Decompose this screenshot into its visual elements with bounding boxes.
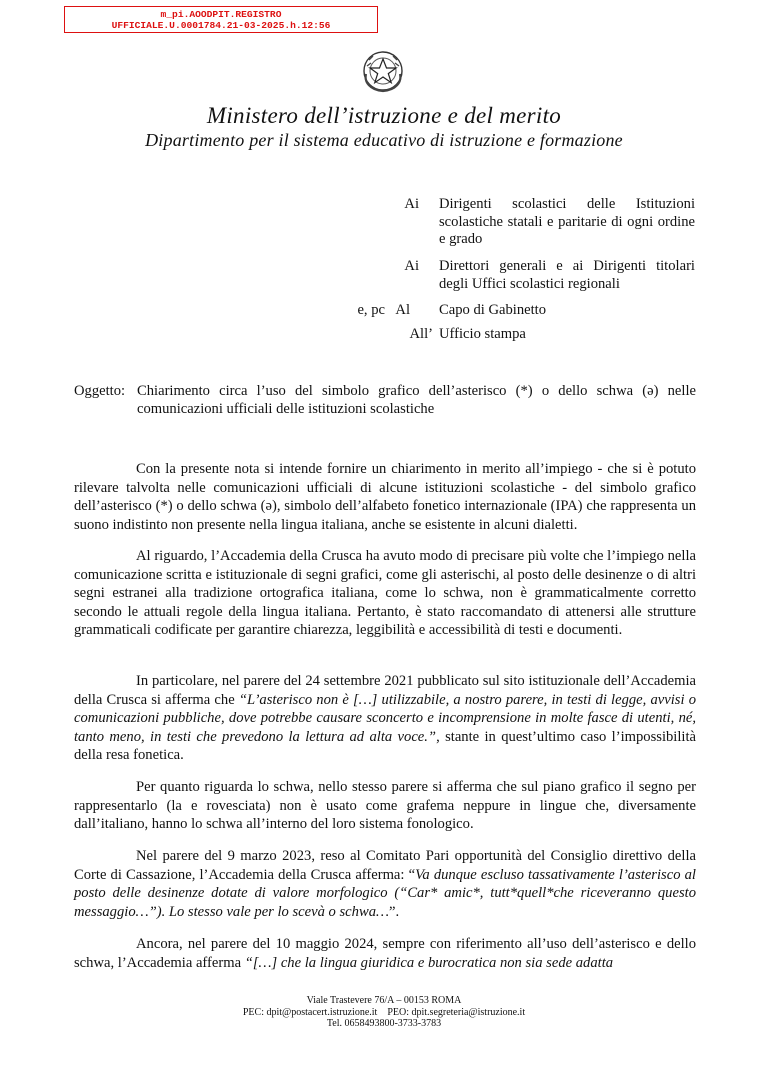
- recipient-text: Ufficio stampa: [439, 326, 526, 342]
- paragraph-5-text-b: ”.: [388, 903, 400, 920]
- department-title: Dipartimento per il sistema educativo di istruzione e formazione: [145, 130, 623, 150]
- protocol-stamp-line1: m_pi.AOODPIT.REGISTRO: [160, 9, 282, 20]
- emblem-icon: [360, 48, 406, 94]
- subject-text: Chiarimento circa l’uso del simbolo grafico dell’asterisco (*) o dello schwa (ə) nelle comunicazioni ufficiali delle istituzioni scolastiche: [137, 383, 696, 417]
- footer-tel: Tel. 0658493800-3733-3783: [326, 1018, 442, 1029]
- paragraph-5: [74, 847, 696, 921]
- recipient-text: Dirigenti scolastici delle Istituzioni scolastiche statali e paritarie di ogni ordine e grado: [439, 196, 695, 247]
- paragraph-3-text-b: , stante in quest’ultimo caso l’impossibilità della resa fonetica.: [74, 728, 697, 763]
- footer: [0, 995, 768, 1030]
- paragraph-2: Al riguardo, l’Accademia della Crusca ha avuto modo di precisare più volte che l’impiego nella comunicazione scritta e istituzionale di segni grafici, come gli asterischi, al posto delle desinenze o di altri segni estranei alla tradizione ortografica italiana, come lo schwa, non è grammaticalmente corretto secondo le attuali regole della lingua italiana. Pertanto, è stato raccomandato di attenersi alle strutture grammaticali codificate per garantire chiarezza, leggibilità e accessibilità di testi e documenti.: [74, 548, 696, 638]
- paragraph-6-quote: “[…] che la lingua giuridica e burocratica non sia sede adatta: [244, 954, 614, 971]
- footer-address: Viale Trastevere 76/A – 00153 ROMA: [306, 995, 462, 1006]
- paragraph-3: [74, 672, 696, 765]
- paragraph-1: Con la presente nota si intende fornire un chiarimento in merito all’impiego - che si è potuto rilevare talvolta nelle comunicazioni ufficiali di alcune istituzioni scolastiche - del simbolo grafico dell’asterisco (*) o dello schwa (ə), simbolo dell’alfabeto fonetico internazionale (IPA) che rappresenta un suono indistinto non presente nella lingua italiana, anche se esistente in alcuni dialetti.: [74, 461, 696, 533]
- subject: [74, 382, 696, 418]
- paragraph-6: [74, 935, 696, 972]
- footer-peo: PEO: dpit.segreteria@istruzione.it: [387, 1006, 526, 1018]
- paragraph-3-text-a: In particolare, nel parere del 24 settembre 2021 pubblicato sul sito istituzionale dell’Accademia della Crusca si afferma che: [74, 673, 696, 708]
- footer-pec: PEC: dpit@postacert.istruzione.it: [242, 1006, 378, 1018]
- recipient-article: Ai: [404, 258, 419, 274]
- subject-label: Oggetto:: [74, 383, 126, 399]
- recipient-article: All’: [409, 326, 433, 342]
- recipient-text: Capo di Gabinetto: [439, 302, 547, 318]
- ministry-title: Ministero dell’istruzione e del merito: [206, 103, 562, 128]
- paragraph-3-quote: “L’asterisco non è […] utilizzabile, a nostro parere, in testi di legge, avvisi o comunicazioni pubbliche, dove potrebbe causare sconcerto e incomprensione in molte fasce di utenti, né, tanto meno, in testi che prevedono la lettura ad alta voce.”: [74, 691, 696, 745]
- paragraph-5-text-a: Nel parere del 9 marzo 2023, reso al Comitato Pari opportunità del Consiglio direttivo della Corte di Cassazione, l’Accademia della Crusca afferma: “: [74, 848, 696, 883]
- paragraph-5-quote: Va dunque escluso tassativamente l’asterisco al posto delle desinenze dotate di valore morfologico (“Car* amic*, tutt*quell*che riceveranno questo messaggio…”). Lo stesso vale per lo scevà o schwa…: [74, 866, 696, 920]
- paragraph-6-text-a: Ancora, nel parere del 10 maggio 2024, sempre con riferimento all’uso dell’asterisco e dello schwa, l’Accademia afferma: [74, 936, 696, 971]
- recipient-article: Al: [395, 302, 410, 318]
- recipient-text: Direttori generali e ai Dirigenti titolari degli Uffici scolastici regionali: [439, 258, 695, 292]
- recipient-prefix: e, pc: [357, 302, 385, 318]
- protocol-stamp-line2: UFFICIALE.U.0001784.21-03-2025.h.12:56: [111, 20, 331, 31]
- recipient-article: Ai: [404, 196, 419, 212]
- protocol-stamp: [64, 6, 378, 33]
- paragraph-4: Per quanto riguarda lo schwa, nello stesso parere si afferma che sul piano grafico il segno per rappresentarlo (la e rovesciata) non è usato come grafema neppure in lingue che, diversamente dall’italiano, hanno lo schwa all’interno del loro sistema fonologico.: [74, 779, 696, 832]
